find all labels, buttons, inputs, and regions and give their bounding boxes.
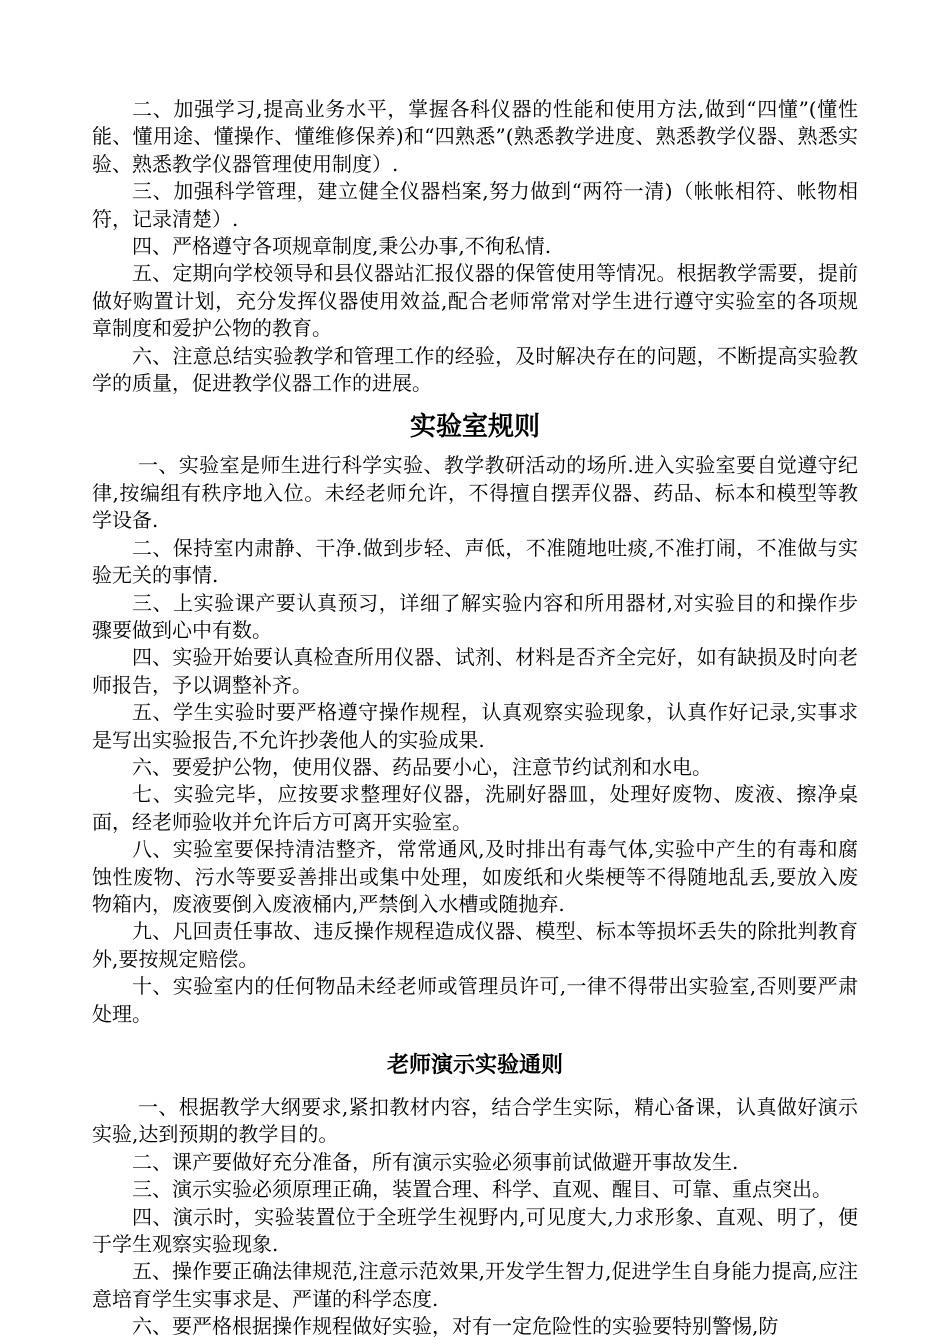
paragraph: 六、要严格根据操作规程做好实验，对有一定危险性的实验要特别警惕,防: [132, 1314, 779, 1339]
section-demo-rules: [92, 1050, 858, 1341]
paragraph: 二、加强学习,提高业务水平，掌握各科仪器的性能和使用方法,做到“四懂”(懂性能、懂用途、懂操作、懂维修保养)和“四熟悉”(熟悉教学进度、熟悉教学仪器、熟悉实验、熟悉教学仪器管理使用制度）.: [92, 97, 858, 176]
paragraph: 四、实验开始要认真检查所用仪器、试剂、材料是否齐全完好，如有缺损及时向老师报告，予以调整补齐。: [92, 645, 858, 697]
paragraph: 二、课产要做好充分准备，所有演示实验必须事前试做避开事故发生.: [132, 1149, 739, 1174]
paragraph: 六、要爱护公物，使用仪器、药品要小心，注意节约试剂和水电。: [132, 754, 712, 779]
paragraph: 四、演示时，实验装置位于全班学生视野内,可见度大,力求形象、直观、明了，便于学生观察实验现象.: [92, 1204, 858, 1257]
paragraph: 七、实验完毕，应按要求整理好仪器，洗刷好器皿，处理好废物、废液、擦净桌面，经老师验收并允许后方可离开实验室。: [92, 782, 858, 834]
lab-rules-title: 实验室规则: [409, 412, 540, 443]
demo-rules-title: 老师演示实验通则: [386, 1052, 563, 1078]
paragraph: 一、实验室是师生进行科学实验、教学教研活动的场所.进入实验室要自觉遵守纪律,按编组有秩序地入位。未经老师允许，不得擅自摆弄仪器、药品、标本和模型等教学设备.: [92, 453, 858, 533]
document-page: [92, 96, 858, 1341]
paragraph: 一、根据教学大纲要求,紧扣教材内容，结合学生实际，精心备课，认真做好演示实验,达到预期的教学目的。: [92, 1095, 858, 1147]
paragraph: 三、加强科学管理，建立健全仪器档案,努力做到“两符一清)（帐帐相符、帐物相符，记录清楚）.: [92, 179, 858, 231]
paragraph: 六、注意总结实验教学和管理工作的经验，及时解决存在的问题，不断提高实验教学的质量，促进教学仪器工作的进展。: [92, 343, 858, 396]
paragraph: 三、演示实验必须原理正确，装置合理、科学、直观、醒目、可靠、重点突出。: [132, 1177, 832, 1202]
paragraph: 二、保持室内肃静、干净.做到步轻、声低，不准随地吐痰,不准打闹，不准做与实验无关的事情.: [92, 535, 858, 588]
paragraph: 五、学生实验时要严格遵守操作规程，认真观察实验现象，认真作好记录,实事求是写出实验报告,不允许抄袭他人的实验成果.: [92, 700, 858, 752]
paragraph: 八、实验室要保持清洁整齐，常常通风,及时排出有毒气体,实验中产生的有毒和腐蚀性废物、污水等要妥善排出或集中处理，如废纸和火柴梗等不得随地乱丢,要放入废物箱内，废液要倒入废液桶内,严禁倒入水槽或随抛弃.: [92, 837, 858, 916]
paragraph: 五、操作要正确法律规范,注意示范效果,开发学生智力,促进学生自身能力提高,应注意培育学生实事求是、严谨的科学态度.: [92, 1259, 858, 1311]
paragraph: 四、严格遵守各项规章制度,秉公办事,不徇私情.: [132, 234, 552, 259]
section-lab-rules: [92, 410, 858, 1028]
paragraph: 十、实验室内的任何物品未经老师或管理员许可,一律不得带出实验室,否则要严肃处理。: [92, 974, 858, 1026]
paragraph: 九、凡回责任事故、违反操作规程造成仪器、模型、标本等损坏丢失的除批判教育外,要按规定赔偿。: [92, 919, 858, 971]
section-admin-duties: [92, 96, 858, 397]
paragraph: 五、定期向学校领导和县仪器站汇报仪器的保管使用等情况。根据教学需要，提前做好购置计划，充分发挥仪器使用效益,配合老师常常对学生进行遵守实验室的各项规章制度和爱护公物的教育。: [92, 261, 858, 341]
paragraph: 三、上实验课产要认真预习，详细了解实验内容和所用器材,对实验目的和操作步骤要做到心中有数。: [92, 590, 858, 642]
